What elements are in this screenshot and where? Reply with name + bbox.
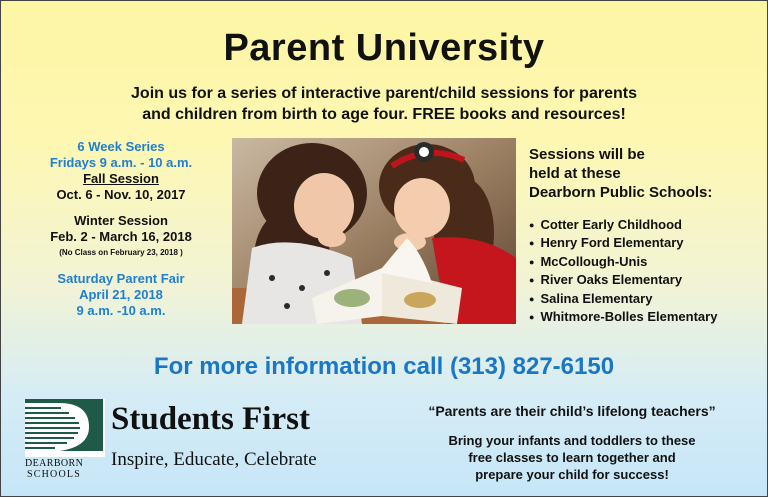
closing-line-1: Bring your infants and toddlers to these — [448, 433, 696, 448]
list-item: ● Henry Ford Elementary — [529, 235, 684, 251]
intro-line-2: and children from birth to age four. FREE books and resources! — [142, 106, 626, 123]
school-name: McCollough-Unis — [540, 253, 648, 269]
dearborn-schools-logo — [25, 399, 105, 479]
logo-mark-icon — [25, 399, 105, 479]
contact-phone-line: For more information call (313) 827-6150 — [153, 353, 615, 380]
children-reading-illustration — [232, 138, 516, 324]
series-label: 6 Week Series — [77, 139, 165, 154]
school-list — [529, 216, 759, 326]
series-time: Fridays 9 a.m. - 10 a.m. — [49, 155, 193, 170]
fall-session-dates: Oct. 6 - Nov. 10, 2017 — [56, 187, 186, 202]
parent-fair-heading: Saturday Parent Fair — [57, 271, 185, 286]
list-item: ● McCollough-Unis — [529, 253, 648, 269]
winter-session-dates: Feb. 2 - March 16, 2018 — [50, 229, 192, 244]
sessions-heading-line-3: Dearborn Public Schools: — [529, 184, 713, 201]
quote-text: “Parents are their child’s lifelong teachers” — [428, 403, 716, 419]
fall-session-heading: Fall Session — [83, 171, 159, 186]
brand-tagline: Inspire, Educate, Celebrate — [111, 449, 317, 470]
parent-fair-date: April 21, 2018 — [79, 287, 163, 302]
logo-text-line-1: DEARBORN — [25, 458, 84, 469]
closing-text — [396, 432, 748, 483]
sessions-locations — [529, 145, 759, 326]
schedule-column — [21, 139, 221, 319]
list-item: ● Cotter Early Childhood — [529, 217, 682, 232]
sessions-heading-line-1: Sessions will be — [529, 146, 645, 163]
school-name: Henry Ford Elementary — [540, 235, 684, 251]
sessions-heading-line-2: held at these — [529, 165, 621, 182]
parent-fair-time: 9 a.m. -10 a.m. — [76, 303, 166, 318]
school-name: River Oaks Elementary — [540, 272, 683, 288]
list-item: ● River Oaks Elementary — [529, 272, 683, 288]
school-name: Salina Elementary — [540, 290, 653, 306]
winter-session-note: (No Class on February 23, 2018 ) — [59, 248, 183, 257]
brand-name: Students First — [111, 401, 310, 437]
closing-line-3: prepare your child for success! — [475, 467, 669, 482]
intro-line-1: Join us for a series of interactive parent/child sessions for parents — [131, 85, 637, 102]
closing-line-2: free classes to learn together and — [468, 450, 676, 465]
school-name: Cotter Early Childhood — [540, 217, 682, 232]
school-name: Whitmore-Bolles Elementary — [540, 309, 718, 325]
children-reading-photo — [232, 138, 516, 324]
intro-text — [61, 83, 707, 125]
page-title: Parent University — [223, 27, 545, 69]
list-item: ● Whitmore-Bolles Elementary — [529, 309, 718, 325]
logo-text-line-2: SCHOOLS — [27, 469, 81, 479]
list-item: ● Salina Elementary — [529, 290, 653, 306]
winter-session-heading: Winter Session — [74, 213, 168, 228]
